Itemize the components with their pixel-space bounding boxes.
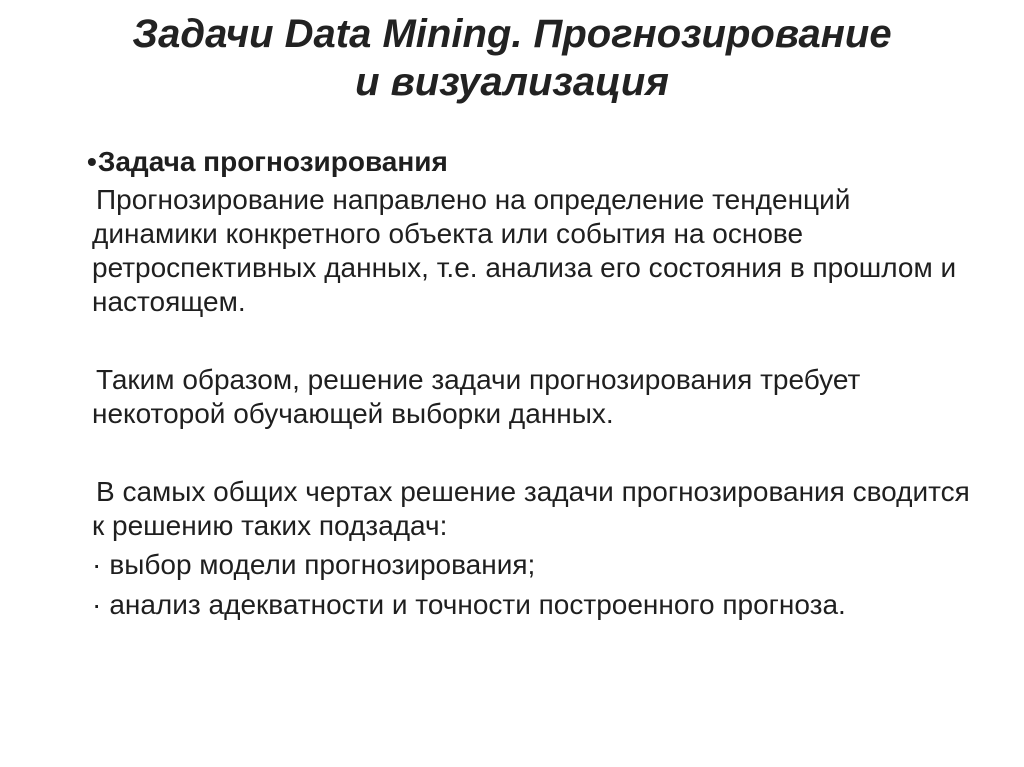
slide-body [87, 145, 972, 628]
slide-title [40, 10, 984, 106]
subtask-text: анализ адекватности и точности построенного прогноза. [109, 589, 846, 620]
section-heading-text: Задача прогнозирования [97, 146, 448, 177]
slide-title-line-1: Задачи Data Mining. Прогнозирование [132, 12, 892, 56]
bullet-icon: • [87, 146, 97, 177]
subtask-item [92, 588, 972, 622]
paragraph-definition: Прогнозирование направлено на определение тенденций динамики конкретного объекта или события на основе ретроспективных данных, т.е. анализа его состояния в прошлом и настоящем. [92, 184, 957, 317]
section-heading [87, 145, 972, 179]
paragraph-training-sample: Таким образом, решение задачи прогнозирования требует некоторой обучающей выборки данных. [92, 364, 861, 429]
slide-title-line-2: и визуализация [355, 60, 669, 104]
subtask-item [92, 548, 972, 582]
dot-bullet-icon: · [92, 589, 102, 620]
subtask-text: выбор модели прогнозирования; [109, 549, 536, 580]
dot-bullet-icon: · [92, 549, 102, 580]
paragraph-subtasks-intro: В самых общих чертах решение задачи прогнозирования сводится к решению таких подзадач: [92, 476, 970, 541]
